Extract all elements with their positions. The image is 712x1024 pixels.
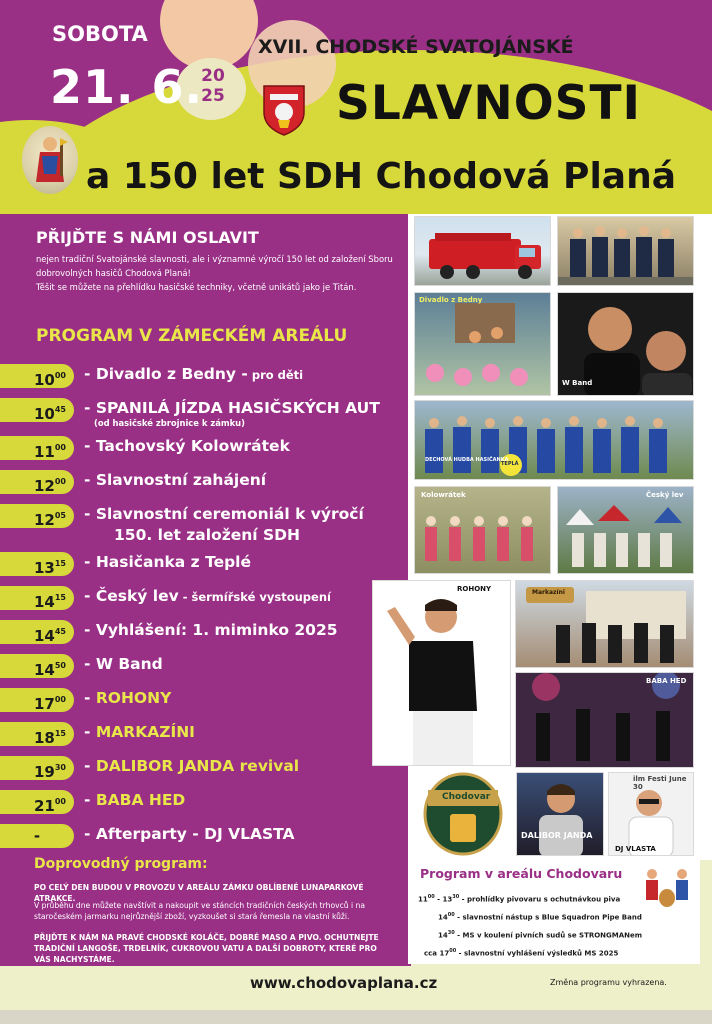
bottom-strip (0, 1010, 712, 1024)
event-line: XVII. CHODSKÉ SVATOJÁNSKÉ (258, 36, 574, 58)
time-badge: $17^{00}$ (0, 688, 74, 712)
program-row (0, 822, 411, 850)
theatre-crowd-icon (415, 293, 551, 396)
program-act: - Tachovský Kolowrátek (84, 437, 290, 455)
saint-figure-icon (22, 126, 78, 194)
time-badge: $14^{45}$ (0, 620, 74, 644)
chodovar-program-box (408, 860, 700, 964)
photo-label: TEPLÁ (501, 461, 519, 467)
invite-paragraph: Těšit se můžete na přehlídku hasičské techniky, včetně unikátů jako je Titán. (36, 282, 357, 292)
time-badge: $12^{05}$ (0, 504, 74, 528)
time-badge: $10^{00}$ (0, 364, 74, 388)
program-act: - Divadlo z Bedny - pro děti (84, 365, 304, 383)
photo-label: ilm Festi June 30 (633, 775, 687, 791)
program-panel (0, 214, 411, 966)
program-act: - Slavnostní ceremoniál k výročí (84, 505, 364, 523)
program-row (0, 502, 411, 550)
saint-florian-emblem (22, 126, 78, 194)
program-act: - ROHONY (84, 689, 172, 707)
photo-label: Markazíni (532, 589, 565, 596)
program-act: - Vyhlášení: 1. miminko 2025 (84, 621, 338, 639)
accompanying-text: V průběhu dne můžete navštívit a nakoupit ve stáncích tradičních českých trhovců i na staročeském jarmarku nejrůznější zboží, vyzkoušet si stará řemesla na vlastní kůži. (34, 901, 365, 921)
photo-dalibor-janda (516, 772, 604, 856)
program-note: (od hasičské zbrojnice k zámku) (94, 418, 245, 428)
chodovar-logo-icon (414, 772, 512, 856)
program-row (0, 362, 411, 390)
knights-icon (558, 487, 694, 574)
year-bottom: 25 (201, 86, 225, 106)
photo-firefighters (557, 216, 694, 286)
chodovar-title: Program v areálu Chodovaru (420, 866, 623, 881)
day-label: SOBOTA (52, 22, 148, 46)
program-row (0, 434, 411, 462)
accompanying-title: Doprovodný program: (34, 856, 208, 872)
rohony-singer-icon (373, 581, 511, 766)
event-date: 21. 6. (50, 60, 203, 114)
photo-chodovar-logo (414, 772, 512, 856)
concert-stage-icon (516, 673, 694, 768)
footer-note: Změna programu vyhrazena. (550, 978, 667, 987)
program-act: - Český lev - šermířské vystoupení (84, 587, 331, 605)
time-badge: $14^{15}$ (0, 586, 74, 610)
program-act: - W Band (84, 655, 163, 673)
program-row (0, 550, 411, 578)
program-row (0, 788, 411, 816)
photo-label: W Band (562, 379, 593, 387)
photo-hasicanka (414, 400, 694, 480)
event-year (196, 66, 230, 106)
accompanying-text: PŘIJĎTE K NÁM NA PRAVÉ CHODSKÉ KOLÁČE, DOBRÉ MASO A PIVO. OCHUTNEJTE TRADIČNÍ LANGOŠE, TRDELNÍK, CUKROVOU VATU A DALŠÍ DOBROTY, KTERÉ PRO VÁS NACHYSTÁME. (34, 933, 379, 964)
photo-label: Divadlo z Bedny (419, 296, 483, 304)
time-badge: $21^{00}$ (0, 790, 74, 814)
time-badge: $18^{15}$ (0, 722, 74, 746)
photo-label: Kolowrátek (421, 491, 466, 499)
photo-label: DJ VLASTA (615, 845, 656, 853)
program-row (0, 468, 411, 496)
folk-figures-icon (640, 866, 696, 908)
program-act: - Afterparty - DJ VLASTA (84, 825, 295, 843)
invite-text (36, 252, 396, 294)
accompanying-text: PO CELÝ DEN BUDOU V PROVOZU V AREÁLU ZÁMKU OBLÍBENÉ LUNAPARKOVÉ ATRAKCE. (34, 883, 364, 903)
program-act: - Hasičanka z Teplé (84, 553, 252, 571)
poster-footer (0, 966, 712, 1024)
program-row (0, 686, 411, 714)
fire-truck-icon (415, 217, 551, 286)
time-badge: $14^{50}$ (0, 654, 74, 678)
photo-wband (557, 292, 694, 396)
chodovar-row: cca $17^{00}$ - slavnostní vyhlášení výsledků MS 2025 (424, 948, 619, 958)
photo-dj-vlasta (608, 772, 694, 856)
photo-fire-truck (414, 216, 551, 286)
photo-label: DALIBOR JANDA (521, 831, 593, 840)
invite-title: PŘIJĎTE S NÁMI OSLAVIT (36, 228, 259, 247)
photo-label: ROHONY (457, 585, 492, 593)
chodovar-row: $14^{30}$ - MS v koulení pivních sudů se STRONGMANem (438, 930, 643, 940)
program-act: - SPANILÁ JÍZDA HASIČSKÝCH AUT (84, 399, 380, 417)
program-act: - Slavnostní zahájení (84, 471, 267, 489)
time-badge: $11^{00}$ (0, 436, 74, 460)
year-top: 20 (201, 66, 225, 86)
time-badge: $10^{45}$ (0, 398, 74, 422)
chodovar-row: $14^{00}$ - slavnostní nástup s Blue Squadron Pipe Band (438, 912, 642, 922)
photo-label: DECHOVÁ HUDBA HASIČANKA (425, 457, 509, 463)
program-row (0, 618, 411, 646)
chodovar-row: $11^{00} - 13^{30}$ - prohlídky pivovaru s ochutnávkou piva (418, 894, 621, 904)
website-link[interactable]: www.chodovaplana.cz (250, 974, 438, 992)
program-row (0, 396, 411, 428)
photo-rohony (372, 580, 511, 766)
photo-kolowratek (414, 486, 551, 574)
folk-dancers-icon (415, 487, 551, 574)
dalibor-janda-portrait-icon (517, 773, 604, 856)
program-act: - DALIBOR JANDA revival (84, 757, 300, 775)
photo-markazini (515, 580, 694, 668)
program-act-line2: 150. let založení SDH (114, 526, 300, 544)
poster-header (0, 0, 712, 214)
invite-paragraph: nejen tradiční Svatojánské slavnosti, ale i významné výročí 150 let od založení Sboru dobrovolných hasičů Chodová Planá! (36, 254, 393, 278)
time-badge: - (0, 824, 74, 848)
time-badge: $13^{15}$ (0, 552, 74, 576)
photo-baba-hed (515, 672, 694, 768)
event-subtitle: a 150 let SDH Chodová Planá (86, 156, 676, 197)
town-crest-icon (262, 84, 306, 136)
brass-band-icon (415, 401, 694, 480)
program-row (0, 652, 411, 680)
program-row (0, 754, 411, 782)
program-title: PROGRAM V ZÁMECKÉM AREÁLU (36, 326, 348, 346)
event-title: SLAVNOSTI (336, 76, 642, 131)
program-act: - BABA HED (84, 791, 186, 809)
photo-label: Český lev (646, 491, 684, 499)
program-row (0, 720, 411, 748)
time-badge: $12^{00}$ (0, 470, 74, 494)
photo-divadlo (414, 292, 551, 396)
photo-cesky-lev (557, 486, 694, 574)
program-act: - MARKAZÍNI (84, 723, 195, 741)
program-row (0, 584, 411, 612)
firefighters-group-icon (558, 217, 694, 286)
time-badge: $19^{30}$ (0, 756, 74, 780)
photo-label: Chodovar (442, 792, 491, 802)
photo-label: BABA HED (646, 677, 687, 685)
